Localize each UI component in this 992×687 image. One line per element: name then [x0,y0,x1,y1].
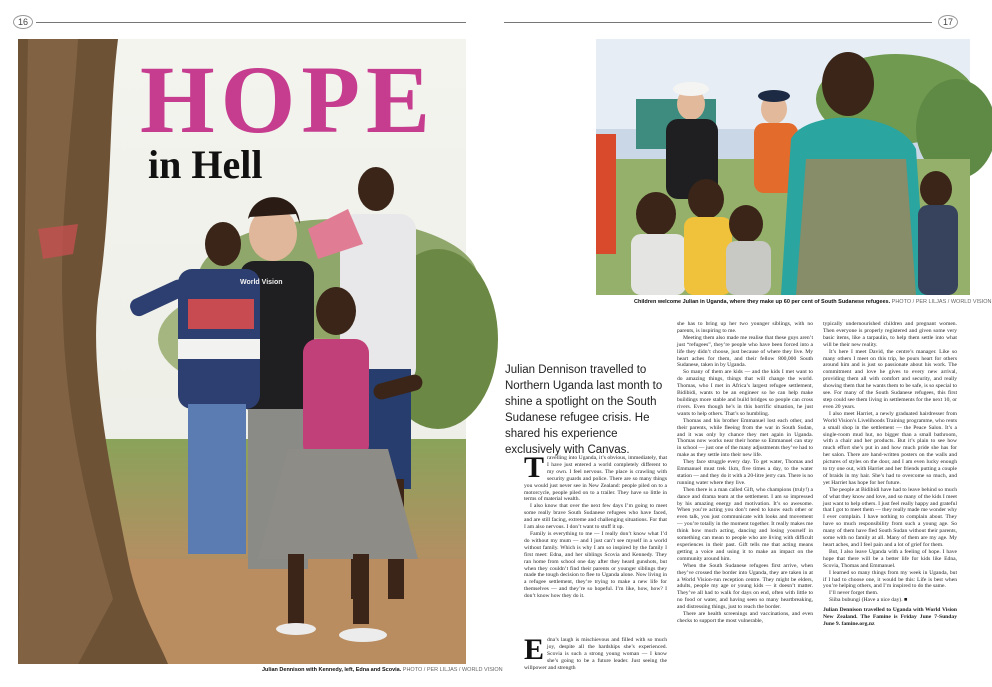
col2-paragraph: So many of them are kids — and the kids I met want to do amazing things, things that will change the world. Thomas, who I met in Africa’s largest refugee settlement, Bidibidi, wants to be an engineer so he can help make buildings more stable and build bridges so people can cross rivers. Even though he’s in this horrific situation, he just wants to help others. That’s so humbling. [677,369,813,417]
right-caption-text: Children welcome Julian in Uganda, where they make up 60 per cent of South Sudanese refugees. [634,299,891,305]
col2-paragraph: Thomas and his brother Emmanuel lost each other, and their parents, while fleeing from the war in South Sudan, and it was only by chance they met again in Uganda. Thomas now works near their home so Emmanuel can stay in school — just one of the many adjustments they’ve had to make as they settle into their new life. [677,417,813,459]
body-column-3 [823,321,957,685]
headline-main: HOPE [140,46,437,153]
col3-paragraph: I learned so many things from my week in Uganda, but if I had to choose one, it would be this: Life is best when you’re helping others, and I’m inspired to do the same. [823,569,957,590]
col3-paragraph: Siiba bubungi (Have a nice day). ■ [829,597,908,604]
dropcap-t: T [524,451,545,484]
col3-paragraph: The people at Bidibidi have had to leave behind so much of what they know and love, and so many of the kids I meet just want to help others. I just feel really happy and grateful that I got to meet them — they really made me wonder why I ever complain. I have nothing to complain about. They have so much responsibility from such a young age. So many of them have fled South Sudan without their parents, some with no family at all. Many of them are my age. My heart aches, and I feel pain and a lot of grief for them. [823,486,957,548]
col3-paragraph: I also meet Harriet, a newly graduated hairdresser from World Vision’s Livelihoods Training programme, who rents a small shop in the settlement — the Peace Salon. It’s a single-room mud hut, no bigger than a small bathroom, with a chair and her products. But it’s plain to see how much effort she’s put in and how much pride she has for her salon. There are hand-written posters on the walls and pictures of styles on the door, and I am even lucky enough to try one out, with Harriet and her friends putting a couple of braids in my hair. She’s had to overcome so much, and yet Harriet has hope for her future. [823,410,957,486]
left-caption-text: Julian Dennison with Kennedy, left, Edna and Scovia. [262,667,402,673]
header-rule-right [504,22,932,23]
col2-paragraph: Meeting them also made me realise that these guys aren’t just “refugees”, they’re people who have been forced into a life they didn’t choose, just because of where they live. My heart aches for them, and their fellow 800,000 South Sudanese, taken in by Uganda. [677,334,813,369]
col2-paragraph: Then there is a man called Gift, who champions (truly!) a dance and drama team at the settlement. I am so impressed by his amazing energy and motivation. It’s so awesome. When you’re acting you don’t need to know each other or even talk, you just communicate with looks and movement — you’re totally in the moment together. It really makes me think how much acting, dancing and losing yourself in something can mean to people who are living with difficult experiences in their past. Gift tells me that acting means getting a voice and using it to make an impact on the community around him. [677,486,813,562]
page-number-left: 16 [13,15,33,29]
header-rule-left [36,22,466,23]
col2-paragraph: They face struggle every day. To get water, Thomas and Emmanuel must trek 1km, five times a day, to the water station — and they do it with a 20-litre jerry can. There is no running water where they live. [677,459,813,486]
col2-paragraph: There are health screenings and vaccinations, and even checks to support the most vulnerable, [677,611,813,624]
col1b-paragraph: dna’s laugh is mischievous and filled with so much joy, despite all the hardships she’s experienced. Scovia is such a strong young woman — I know she’s going to be a future leader. Just seeing the willpower and strength [524,637,667,671]
col3-paragraph: But, I also leave Uganda with a feeling of hope. I have hope that there will be a better life for kids like Edna, Scovia, Thomas and Emmanuel. [823,548,957,569]
headline-sub: in Hell [148,142,263,187]
col1-paragraph: ravelling into Uganda, it’s obvious, immediately, that I have just entered a world completely different to my own. I feel nervous. The place is crawling with security guards and police. There are so many things you would just never see in New Zealand: people piled on to a motorcycle, people piled on to a trailer. They have so little in terms of material wealth. [524,455,667,503]
col2-paragraph: When the South Sudanese refugees first arrive, when they’ve crossed the border into Uganda, they are taken in at a World Vision-run reception centre. They might be elders, adults, people my age or young kids — it doesn’t matter. They’ve all had to walk for days on end, often with little to no food or water, and having seen so many heartbreaking, and distressing things, just to reach the border. [677,562,813,611]
col3-paragraph: It’s here I meet David, the centre’s manager. Like so many others I meet on this trip, he pours heart for others around him and is just so passionate about his work. The commitment and love he gives to every new arrival, providing them all with comfort and security, and really showing them that he wants them to be safe, is so special to see. For many of the South Sudanese refugees, this first step could see them living in settlements for the next 10, or even 20 years. [823,348,957,410]
page-number-right: 17 [938,15,958,29]
body-column-1 [524,451,667,625]
col1-paragraph: I also know that over the next few days I’m going to meet some really brave South Sudanese refugees who have faced, and are still facing, extreme and challenging situations. For that I am also nervous. I don’t want to stuff it up. [524,503,667,531]
body-column-1b [524,633,667,685]
col3-footer: Julian Dennison travelled to Uganda with World Vision New Zealand. The Famine is Friday June 7-Sunday June 9. famine.org.nz [823,607,957,627]
left-caption-credit: PHOTO / PER LILJAS / WORLD VISION [402,667,503,673]
right-caption-credit: PHOTO / PER LILJAS / WORLD VISION [891,299,992,305]
col3-paragraph: typically undernourished children and pregnant women. Then everyone is properly registered and given some very basic items, like a tarpaulin, to help them settle into what will be their new reality. [823,321,957,348]
body-column-2 [677,321,813,685]
col2-paragraph: she has to bring up her two younger siblings, with no parents, is inspiring to me. [677,321,813,334]
shirt-print: World Vision [240,279,283,286]
col3-paragraph: I’ll never forget them. [829,590,879,597]
left-caption [262,667,503,673]
right-photo-illustration [596,39,970,295]
right-photo [596,39,970,295]
intro-paragraph: Julian Dennison travelled to Northern Uganda last month to shine a spotlight on the South Sudanese refugee crisis. He shared his experience exclusively with Canvas. [505,364,663,456]
dropcap-e: E [524,633,545,666]
right-caption [634,299,992,305]
col1-paragraph: Family is everything to me — I really don’t know what I’d do without my mum — and I just can’t see myself in a world without family. Which is why I am so inspired by the family I first meet: Edna, and her siblings Scovia and Kennedy. They ran home from school one day after they heard gunshots, but when they couldn’t find their parents or younger siblings they made the tough decision to flee to Uganda alone. Now living in a refugee settlement, they’re trying to make a new life for themselves — and they’re so hopeful. I’m like, how, how? I don’t know how they do it. [524,530,667,600]
